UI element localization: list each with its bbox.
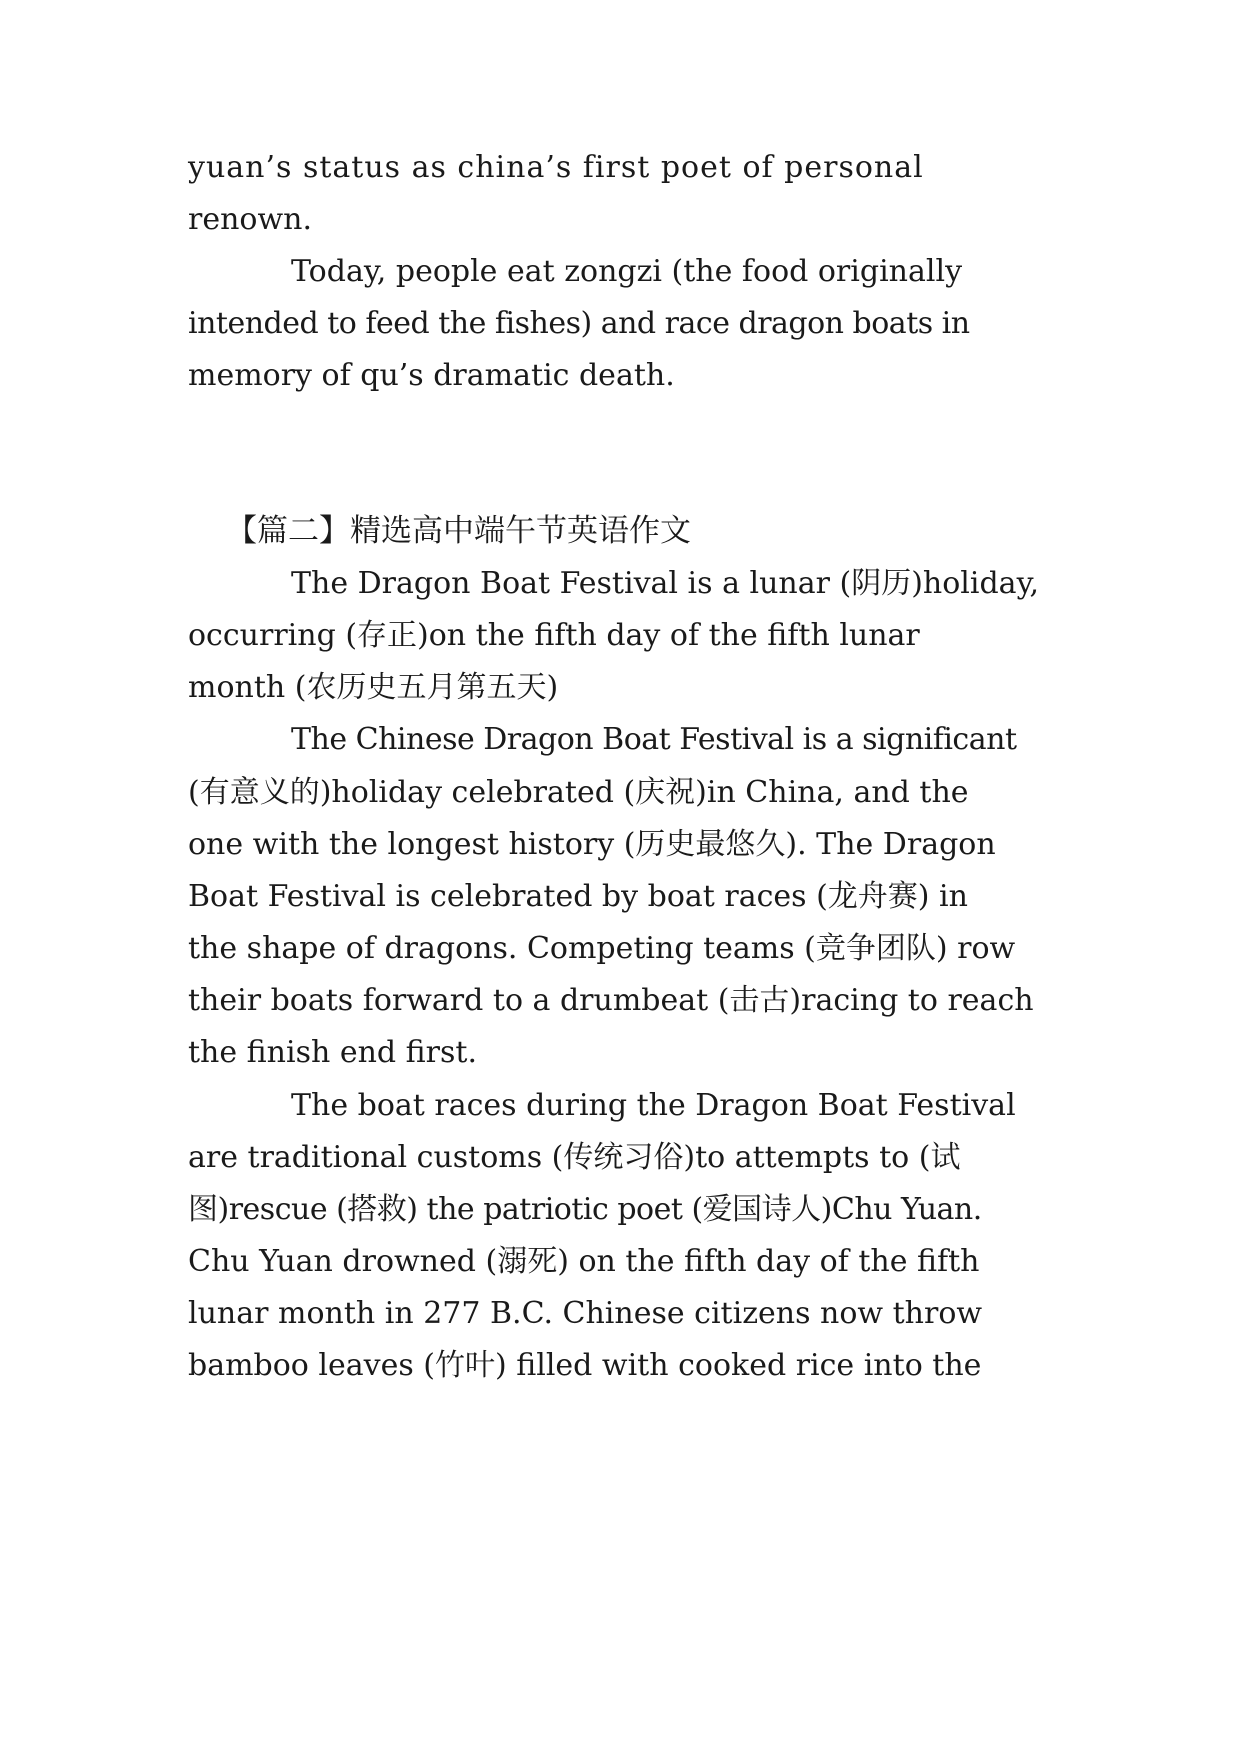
text-line: The Dragon Boat Festival is a lunar (阴历)holiday, xyxy=(291,566,1040,601)
text-line: (有意义的)holiday celebrated (庆祝)in China, and the xyxy=(188,775,969,810)
text-line: are traditional customs (传统习俗)to attempts to (试 xyxy=(188,1140,961,1175)
text-line: renown. xyxy=(188,202,313,237)
text-line: the finish end first. xyxy=(188,1035,477,1070)
text-line: one with the longest history (历史最悠久). The Dragon xyxy=(188,827,996,862)
text-line: month (农历史五月第五天) xyxy=(188,670,559,705)
text-line: the shape of dragons. Competing teams (竞争团队) row xyxy=(188,931,1016,966)
text-line: The boat races during the Dragon Boat Festival xyxy=(291,1088,1016,1123)
text-line: their boats forward to a drumbeat (击古)racing to reach xyxy=(188,983,1034,1018)
text-line: yuan’s status as china’s first poet of personal xyxy=(188,150,924,185)
section-heading: 【篇二】精选高中端午节英语作文 xyxy=(226,513,691,549)
text-line: Boat Festival is celebrated by boat races (龙舟赛) in xyxy=(188,879,968,914)
text-line: bamboo leaves (竹叶) filled with cooked rice into the xyxy=(188,1348,982,1383)
text-line: intended to feed the fishes) and race dragon boats in xyxy=(188,306,970,341)
text-line: memory of qu’s dramatic death. xyxy=(188,358,675,393)
text-line: The Chinese Dragon Boat Festival is a significant xyxy=(291,722,1017,757)
text-line: lunar month in 277 B.C. Chinese citizens now throw xyxy=(188,1296,983,1331)
text-line: occurring (存正)on the fifth day of the fifth lunar xyxy=(188,618,920,653)
text-line: Chu Yuan drowned (溺死) on the fifth day of the fifth xyxy=(188,1244,980,1279)
text-line: Today, people eat zongzi (the food originally xyxy=(291,254,963,289)
text-line: 图)rescue (搭救) the patriotic poet (爱国诗人)Chu Yuan. xyxy=(188,1192,982,1227)
